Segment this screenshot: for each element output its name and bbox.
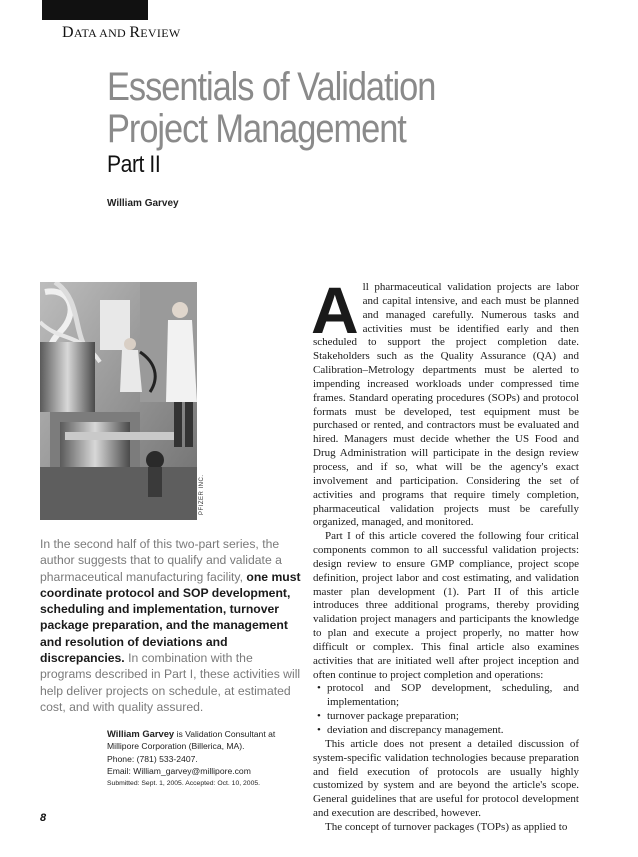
- body-paragraph-1: All pharmaceutical validation projects are labor and capital intensive, and each must be planned and managed carefully. Numerous tasks and activities must be identified early and then scheduled to support the project completion date. Stakeholders such as the Quality Assurance (QA) and Calibration–Metrology departments must be alerted to impending increased workloads under compressed time frames. Standard operating procedures (SOPs) and protocol formats must be developed, test equipment must be purchased or rented, and contractors must be evaluated and hired. Managers must decide whether the US Food and Drug Administration will participate in the design review process, and if so, what will be the agency's exact involvement and participation. Considering the set of activities and programs that require timely completion, pharmaceutical validation projects must be carefully organized, managed, and monitored.: [311, 273, 579, 529]
- bio-name: William Garvey: [107, 728, 175, 739]
- article-abstract: [40, 536, 302, 715]
- list-item: • deviation and discrepancy management.: [317, 724, 504, 736]
- abstract-emphasis: one must coordinate protocol and SOP development, scheduling and implementation, turnover package preparation, and the management and resolution of deviations and discrepancies.: [40, 569, 301, 666]
- abstract-tail: In combination with the programs described in Part I, these activities will help deliver projects on schedule, at estimated cost, and with quality assured.: [40, 651, 301, 714]
- bio-email: Email: William_garvey@millipore.com: [107, 766, 251, 777]
- article-author: William Garvey: [107, 198, 179, 209]
- page-number: 8: [40, 812, 47, 824]
- author-bio: [107, 728, 307, 778]
- body-paragraph-4: The concept of turnover packages (TOPs) as applied to: [325, 820, 568, 833]
- drop-cap: A: [311, 273, 359, 347]
- lab-photo: [40, 282, 197, 520]
- title-line-2: Project Management: [107, 107, 406, 151]
- bio-role: is Validation Consultant at Millipore Corporation (Billerica, MA).: [107, 729, 276, 752]
- photo-credit: PFIZER INC.: [199, 474, 205, 515]
- list-item: • protocol and SOP development, scheduling, and implementation;: [317, 682, 579, 709]
- submission-dates: Submitted: Sept. 1, 2005. Accepted: Oct. 10, 2005.: [107, 780, 261, 787]
- abstract-lead: In the second half of this two-part series, the author suggests that to qualify and validate a pharmaceutical manufacturing facility,: [40, 537, 282, 584]
- body-paragraph-2: Part I of this article covered the following four critical components common to all successful validation projects: design review to ensure GMP compliance, project scope definition, project labor and cost estimating, and validation master plan development (1). Part II of this article introduces three additional programs, thereby providing validation project managers and participants the knowledge to plan and execute a project properly, no matter how difficult or complex. This final article also examines activities that are initiated well after project inception and often continue to project completion and operations:: [313, 530, 579, 681]
- activity-list: [313, 682, 579, 737]
- article-title: [107, 66, 435, 150]
- article-body: [311, 273, 579, 835]
- list-item: • turnover package preparation;: [317, 710, 459, 723]
- article-subtitle: Part II: [107, 151, 161, 178]
- title-line-1: Essentials of Validation: [107, 65, 436, 109]
- lab-photo-image: [40, 282, 197, 520]
- body-paragraph-3: This article does not present a detailed discussion of system-specific validation technologies because preparation and field execution of protocols are usually highly customized by system and are beyond the article's scope. General guidelines that are useful for protocol development and execution are described, however.: [313, 737, 579, 820]
- bio-phone: Phone: (781) 533-2407.: [107, 753, 198, 764]
- header-bar: [42, 0, 148, 20]
- section-label: DATA AND REVIEW: [62, 24, 181, 41]
